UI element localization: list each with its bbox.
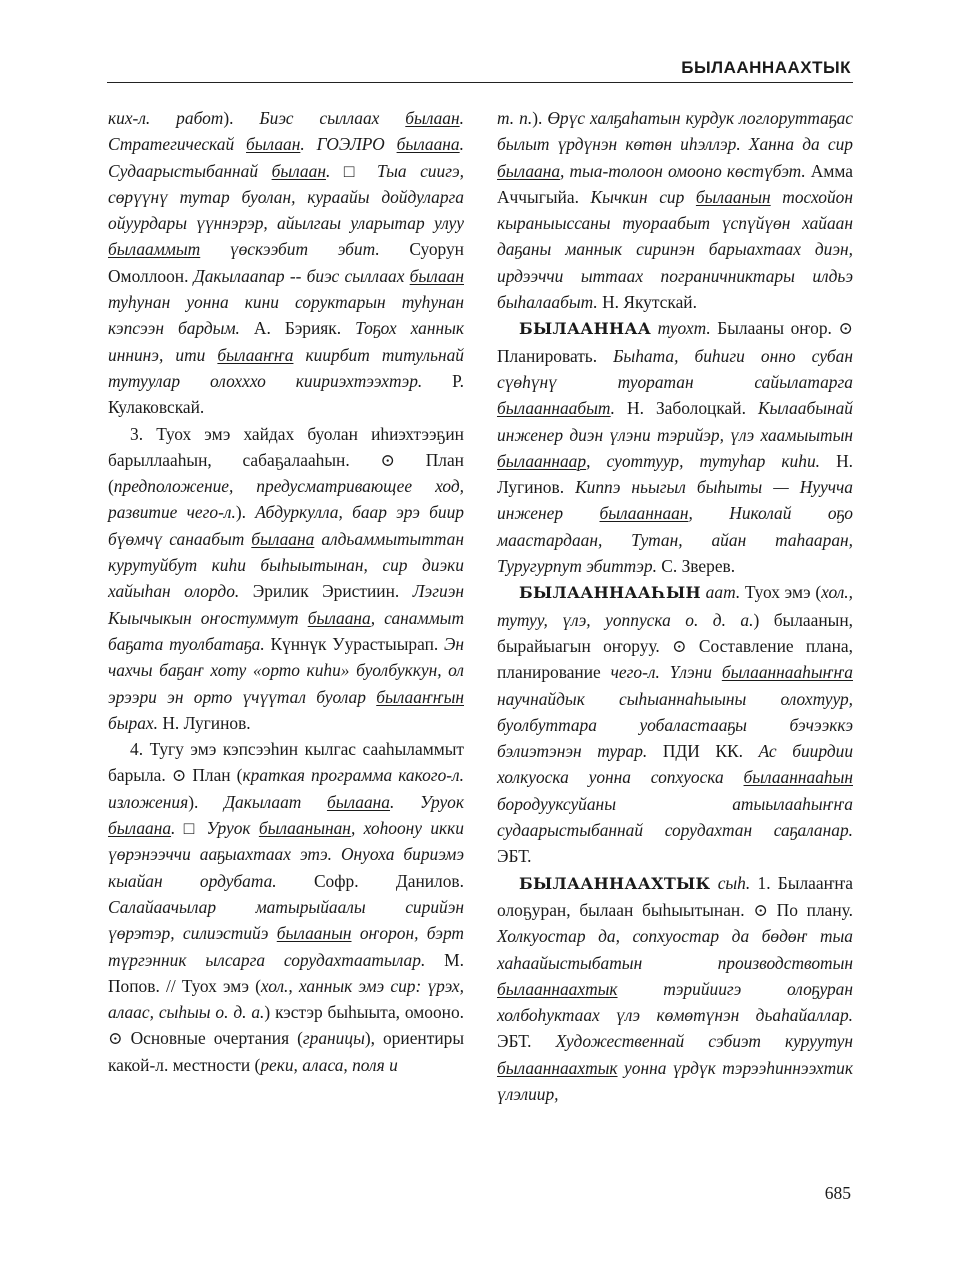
running-title: БЫЛААННААХТЫК	[681, 58, 851, 77]
entry-paragraph: 4. Тугу эмэ кэпсээһин кылгас сааһыламмыт барыла. ⊙ План (краткая программа какого-л. изложения). Дакылаат былаана. Уруок былаана. □ Уруок былаанынан, хоһоону икки үөрэнээччи ааҕыахтаах этэ. Онуоха бириэмэ кыайан ордубата. Софр. Данилов. Салайаачылар матырыйаалы сирийэн үөрэтэр, силиэстийэ былаанын оҥорон, бэрт түргэнник ылсарга сорудахтаатылар. М. Попов. // Туох эмэ (хол., ханнык эмэ сир: үрэх, алаас, сыһыы о. д. а.) кэстэр быһыыта, омооно. ⊙ Основные очертания (границы), ориентиры какой-л. местности (реки, аласа, поля и	[108, 739, 464, 1075]
right-column	[497, 105, 853, 1107]
entry-paragraph: ких-л. работ). Биэс сыллаах былаан. Стратегическай былаан. ГОЭЛРО былаана. Судаарыстыбаннай былаан. □ Тыа сиигэ, сөрүүнү тутар буолан, кураайы дойдуларга ойуурдары үүннэрэр, айылгаы уларытар улуу былааммыт үөскээбит эбит. Суорун Омоллоон. Дакылаапар -- биэс сыллаах былаан туһунан уонна кини соруктарын туһунан кэпсээн бардым. А. Бэрияк. Тоҕох ханнык иннинэ, ити былааҥҥа киирбит титульнай тутуулар олохххо киириэхтээхтэр. Р. Кулаковскай.	[108, 108, 465, 418]
entry-bylaannaa: БЫЛААННАА туохт. Былааны оҥор. ⊙ Планировать. Быһата, биһиги онно субан сүөһүнү туоратан сайылатарга былааннаабыт. Н. Заболоцкай. Кылаабынай инженер диэн үлэни тэрийэр, үлэ хаамыытын былааннаар, суоттуур, тутуһар киһи. Н. Лугинов. Киппэ ньыгыл быһыты — Нуучча инженер былааннаан, Николай оҕо маастардаан, Тутан, айан таһааран, Туругурпут эбиттэр. С. Зверев.	[497, 318, 854, 577]
entry-bylaannaahyn: БЫЛААННААҺЫН аат. Туох эмэ (хол., тутуу, үлэ, уоппуска о. д. а.) былаанын, бырайыагын оҥоруу. ⊙ Составление плана, планирование чего-л. Үлэни былааннааһыҥҥа научнайдык сыһыаннаһыыны олохтуур, буолбуттара уобаластааҕы бэчээккэ бэлиэтэнэн турар. ПДИ КК. Ас биирдии холкуоска уонна сопхуоска былааннааһын бородууксуйаны атыылааһыҥҥа судаарыстыбаннай сорудахтан саҕаланар. ЭБТ.	[497, 582, 854, 867]
left-column	[108, 105, 464, 1078]
entry-bylaannaakhtyk: БЫЛААННААХТЫК сыһ. 1. Былааҥҥа олоҕуран, былаан быһыытынан. ⊙ По плану. Холкуостар да, сопхуостар да бөдөҥ тыа хаһаайыстыбатын производствотын былааннаахтык тэрийиигэ олоҕуран холбоһуктаах үлэ көмөтүнэн дьаһайаллар. ЭБТ. Художественнай сэбиэт куруутун былааннаахтык уонна үрдүк тэрээһиннээхтик үлэлиир,	[497, 872, 853, 1104]
entry-paragraph: т. п.). Өрүс халҕаһатын курдук логлоруттаҕас былыт үрдүнэн көтөн иһэллэр. Ханна да сир былаана, тыа-толоон омооно көстүбэт. Амма Аччыгыйа. Кычкин сир былаанын тосхойон кыраныыссаны туораабыт үспүйүөн хайаан даҕаны маннык сиринэн барыахтаах диэн, ирдээччи ыттаах пограничниктары илдьэ быһалаабыт. Н. Якутскай.	[497, 108, 854, 313]
page-number: 685	[824, 1183, 851, 1203]
header-rule	[107, 82, 853, 83]
entry-paragraph: 3. Туох эмэ хайдах буолан иһиэхтээҕин барыллааһын, сабаҕалааһын. ⊙ План (предположение, предусматривающее ход, развитие чего-л.). Абдуркулла, баар эрэ биир бүөмчү санаабыт былаана алдьаммытыттан курутуйбут киһи быһыытынан, сир диэки хайыһан олордо. Эрилик Эристиин. Лэгиэн Кыычыкын оҥостуммут былаана, санаммыт баҕата туолбатаҕа. Күннүк Уурастыырап. Эн чахчы баҕаҥ хоту «орто киһи» буолбуккун, ол эрээри эн орто үчүүтал буолар былааҥҥын бырах. Н. Лугинов.	[108, 423, 465, 733]
